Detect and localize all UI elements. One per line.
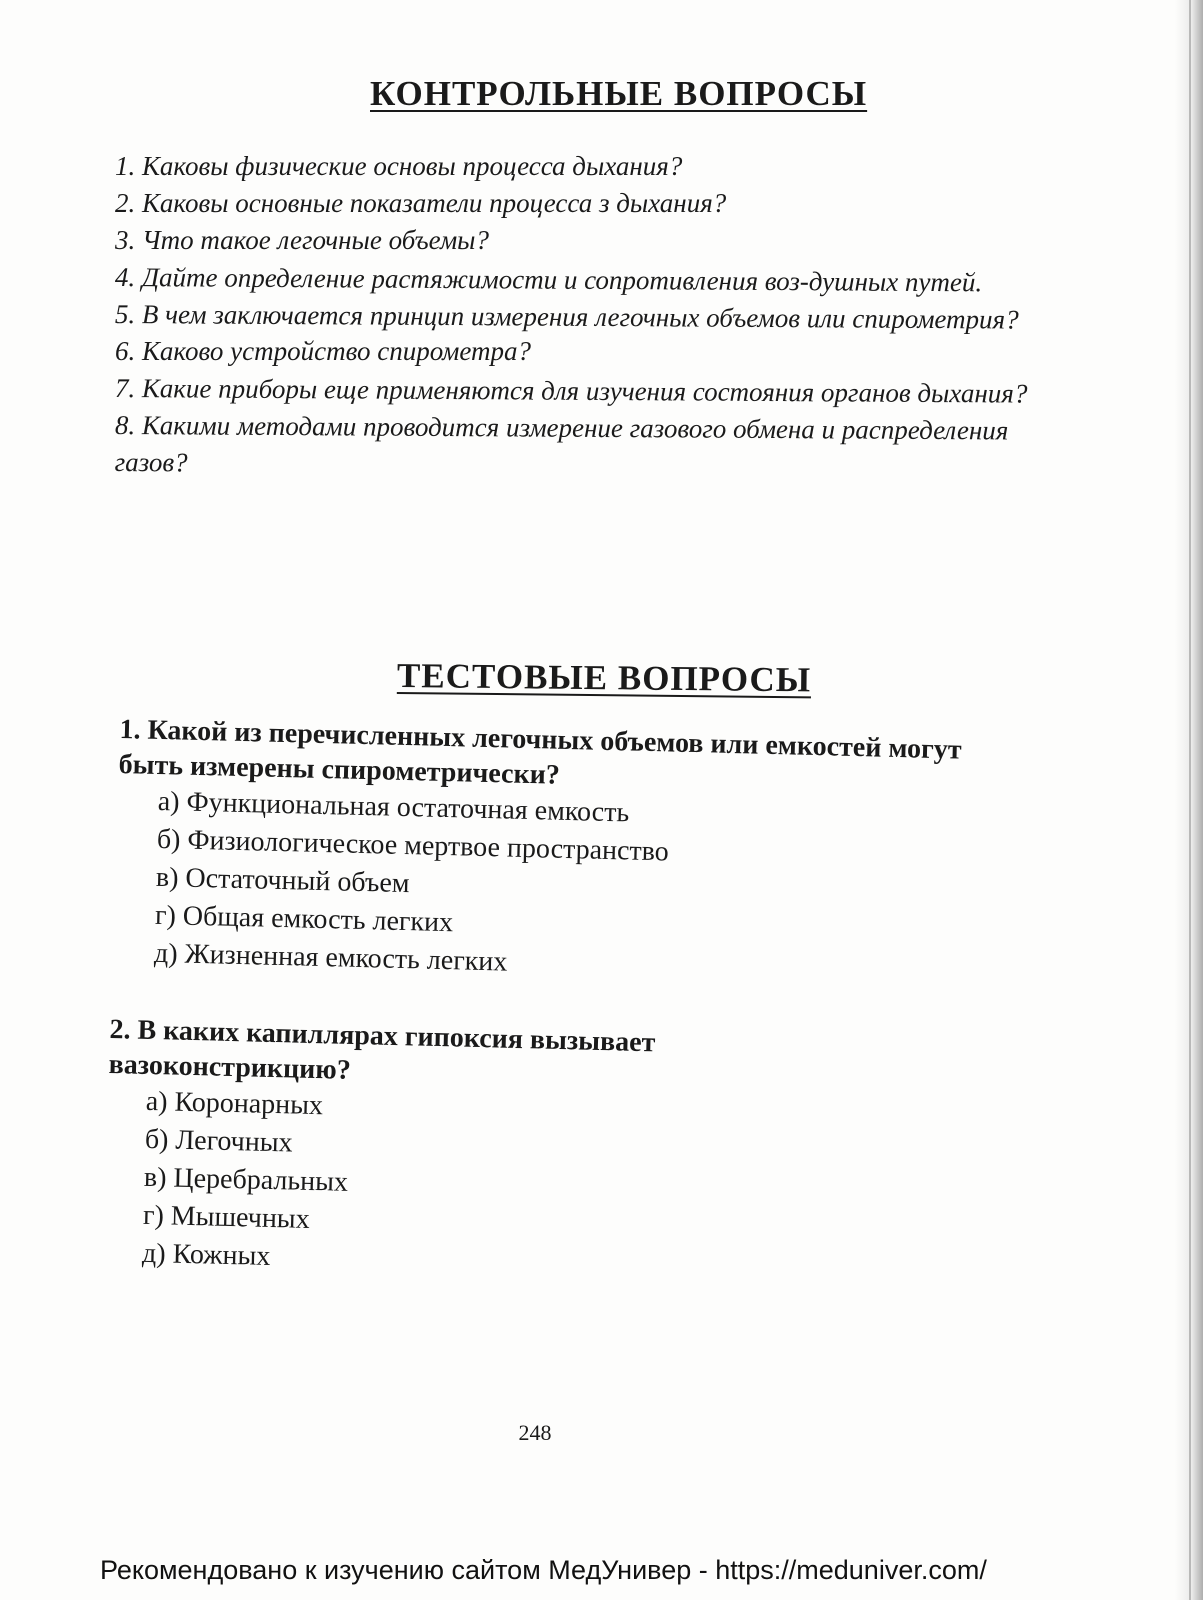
test-question-1-options <box>114 782 1018 994</box>
control-question-3: 3. Что такое легочные объемы? <box>115 225 489 255</box>
control-question-1: 1. Каковы физические основы процесса дыхания? <box>115 151 683 181</box>
control-question-2: 2. Каковы основные показатели процесса з дыхания? <box>115 188 727 218</box>
answer-option: б) Легочных <box>144 1123 293 1159</box>
test-question-block-1 <box>114 712 1020 994</box>
test-question-block-2 <box>104 1012 1010 1294</box>
page-number: 248 <box>518 1420 552 1445</box>
answer-option: г) Мышечных <box>142 1199 311 1235</box>
control-question-5: 5. В чем заключается принцип измерения легочных объемов или спирометрия? <box>114 298 1019 335</box>
answer-option: в) Остаточный объем <box>155 861 410 900</box>
control-question-6: 6. Каково устройство спирометра? <box>115 336 532 366</box>
control-question-8: 8. Какими методами проводится измерение газового обмена и распределения газов? <box>114 409 1009 478</box>
test-question-1-text: 1. Какой из перечисленных легочных объемов или емкостей могут быть измерены спирометрически? <box>118 713 962 791</box>
test-questions-heading: ТЕСТОВЫЕ ВОПРОСЫ <box>396 656 812 700</box>
answer-option: а) Функциональная остаточная емкость <box>157 785 630 829</box>
control-questions-list <box>115 148 1075 481</box>
answer-option: б) Физиологическое мертвое пространство <box>156 823 670 868</box>
test-question-2-options <box>104 1082 1008 1294</box>
answer-option: а) Коронарных <box>145 1085 324 1122</box>
page-edge-line <box>1189 0 1191 1600</box>
test-question-2-text: 2. В каких капиллярах гипоксия вызывает вазоконстрикцию? <box>108 1013 656 1086</box>
footer-watermark: Рекомендовано к изучению сайтом МедУнивер - https://meduniver.com/ <box>100 1555 987 1585</box>
answer-option: д) Жизненная емкость легких <box>153 937 508 978</box>
answer-option: г) Общая емкость легких <box>154 899 454 939</box>
control-question-4: 4. Дайте определение растяжимости и сопротивления воз-душных путей. <box>114 261 983 298</box>
control-questions-heading: КОНТРОЛЬНЫЕ ВОПРОСЫ <box>370 74 868 113</box>
answer-option: в) Церебральных <box>143 1161 349 1198</box>
answer-option: д) Кожных <box>141 1237 271 1272</box>
control-question-7: 7. Какие приборы еще применяются для изучения состояния органов дыхания? <box>114 372 1028 409</box>
